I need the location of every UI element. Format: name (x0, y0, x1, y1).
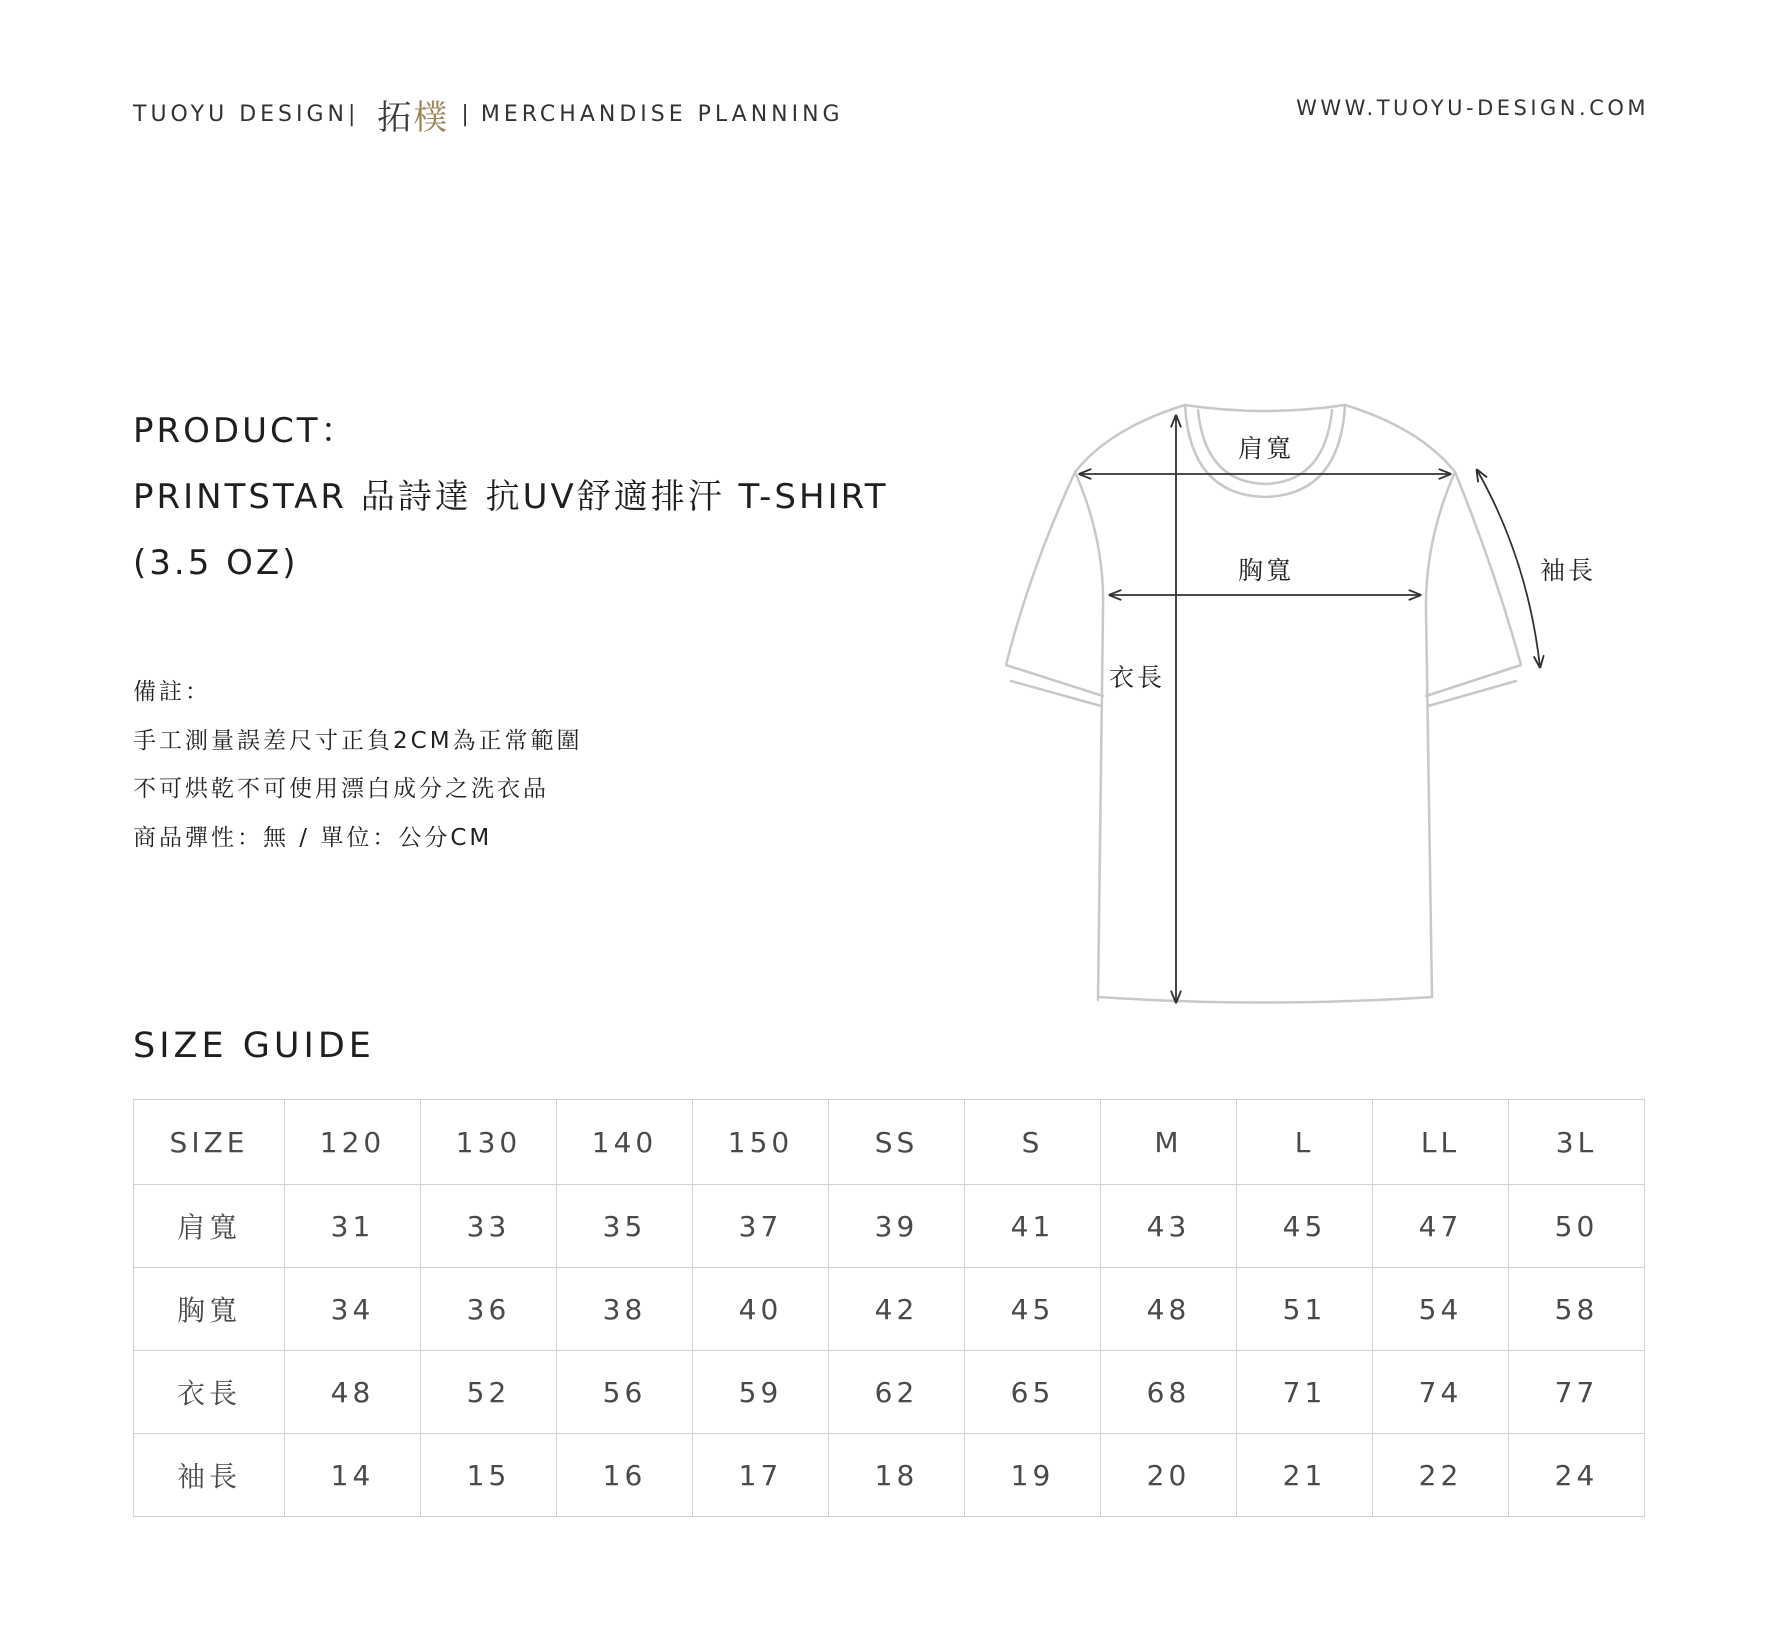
size-guide-title: SIZE GUIDE (133, 1026, 375, 1066)
table-cell: 48 (1101, 1268, 1237, 1351)
table-header-cell: M (1101, 1100, 1237, 1185)
table-cell: 35 (557, 1185, 693, 1268)
table-cell: 54 (1373, 1268, 1509, 1351)
table-cell: 68 (1101, 1351, 1237, 1434)
table-cell: 39 (829, 1185, 965, 1268)
website-url: WWW.TUOYU-DESIGN.COM (1296, 96, 1649, 120)
brand-tagline: MERCHANDISE PLANNING (480, 102, 844, 127)
table-cell: 18 (829, 1434, 965, 1517)
size-table (133, 1099, 1645, 1517)
table-cell: 58 (1509, 1268, 1645, 1351)
table-cell: 56 (557, 1351, 693, 1434)
table-cell: 77 (1509, 1351, 1645, 1434)
table-cell: 38 (557, 1268, 693, 1351)
table-cell: 16 (557, 1434, 693, 1517)
note-line: 不可烘乾不可使用漂白成分之洗衣品 (133, 776, 549, 802)
sleeve-label: 袖長 (1540, 556, 1597, 585)
table-header-cell: 150 (693, 1100, 829, 1185)
header-brand (133, 90, 844, 139)
table-cell: 17 (693, 1434, 829, 1517)
table-cell: 22 (1373, 1434, 1509, 1517)
table-header-cell: 120 (285, 1100, 421, 1185)
table-cell: 65 (965, 1351, 1101, 1434)
table-cell: 37 (693, 1185, 829, 1268)
product-info (133, 398, 889, 596)
table-cell: 36 (421, 1268, 557, 1351)
table-header-cell: 130 (421, 1100, 557, 1185)
row-label: 袖長 (134, 1434, 285, 1517)
table-cell: 20 (1101, 1434, 1237, 1517)
product-weight: (3.5 OZ) (133, 543, 299, 583)
table-cell: 21 (1237, 1434, 1373, 1517)
length-label: 衣長 (1109, 663, 1166, 692)
tshirt-diagram (990, 392, 1610, 1022)
table-row-length (134, 1351, 1645, 1434)
tagline-separator: | (461, 102, 473, 127)
table-cell: 48 (285, 1351, 421, 1434)
measurement-arrows (1080, 416, 1540, 1002)
table-cell: 50 (1509, 1185, 1645, 1268)
table-header-cell: SIZE (134, 1100, 285, 1185)
table-cell: 31 (285, 1185, 421, 1268)
brand-separator: | (348, 102, 360, 127)
table-cell: 33 (421, 1185, 557, 1268)
table-row-shoulder (134, 1185, 1645, 1268)
row-label: 肩寬 (134, 1185, 285, 1268)
table-header-cell: SS (829, 1100, 965, 1185)
table-header-row (134, 1100, 1645, 1185)
table-cell: 71 (1237, 1351, 1373, 1434)
table-cell: 74 (1373, 1351, 1509, 1434)
table-cell: 51 (1237, 1268, 1373, 1351)
table-cell: 14 (285, 1434, 421, 1517)
logo-char-2: 樸 (413, 98, 450, 138)
table-header-cell: L (1237, 1100, 1373, 1185)
table-header-cell: S (965, 1100, 1101, 1185)
table-cell: 41 (965, 1185, 1101, 1268)
table-header-cell: 3L (1509, 1100, 1645, 1185)
table-cell: 52 (421, 1351, 557, 1434)
table-cell: 47 (1373, 1185, 1509, 1268)
table-cell: 62 (829, 1351, 965, 1434)
table-cell: 45 (965, 1268, 1101, 1351)
note-line: 商品彈性：無 / 單位：公分CM (133, 824, 493, 851)
table-cell: 45 (1237, 1185, 1373, 1268)
notes (133, 668, 583, 862)
sleeve-length-arrow (1477, 470, 1540, 667)
table-cell: 34 (285, 1268, 421, 1351)
product-label: PRODUCT： (133, 411, 358, 451)
note-line: 手工測量誤差尺寸正負2CM為正常範圍 (133, 727, 583, 754)
table-header-cell: 140 (557, 1100, 693, 1185)
table-cell: 40 (693, 1268, 829, 1351)
logo-char-1: 拓 (377, 98, 414, 138)
table-cell: 59 (693, 1351, 829, 1434)
product-name: PRINTSTAR 品詩達 抗UV舒適排汗 T-SHIRT (133, 477, 889, 517)
table-row-chest (134, 1268, 1645, 1351)
brand-name: TUOYU DESIGN (133, 102, 348, 127)
shoulder-label: 肩寬 (1238, 434, 1295, 463)
table-cell: 24 (1509, 1434, 1645, 1517)
chest-label: 胸寬 (1238, 556, 1295, 585)
tshirt-outline (1006, 405, 1521, 1003)
brand-logo (377, 90, 449, 139)
table-cell: 15 (421, 1434, 557, 1517)
table-cell: 19 (965, 1434, 1101, 1517)
table-cell: 42 (829, 1268, 965, 1351)
table-row-sleeve (134, 1434, 1645, 1517)
notes-title: 備註： (133, 679, 211, 705)
row-label: 衣長 (134, 1351, 285, 1434)
table-header-cell: LL (1373, 1100, 1509, 1185)
row-label: 胸寬 (134, 1268, 285, 1351)
table-cell: 43 (1101, 1185, 1237, 1268)
